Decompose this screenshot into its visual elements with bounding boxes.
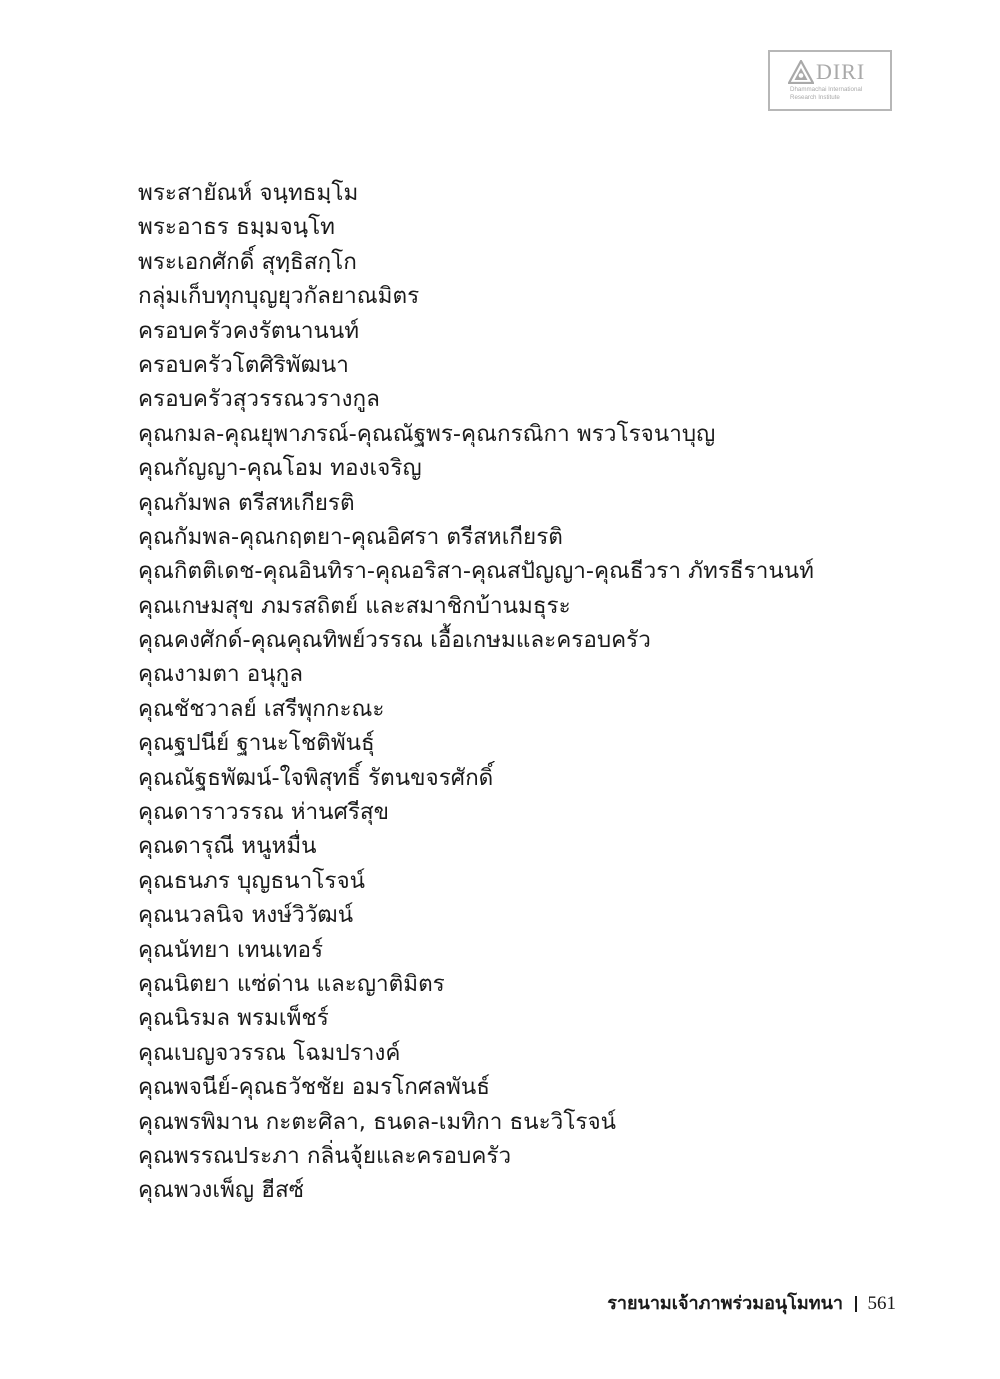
donor-name-item: คุณกิตติเดช-คุณอินทิรา-คุณอริสา-คุณสปัญญา-คุณธีวรา ภัทรธีรานนท์ <box>138 558 814 585</box>
donor-name-item: คุณนวลนิจ หงษ์วิวัฒน์ <box>138 902 354 929</box>
donor-name-item: คุณดารุณี หนูหมื่น <box>138 833 317 860</box>
donor-name-item: ครอบครัวคงรัตนานนท์ <box>138 317 360 344</box>
page-footer <box>607 1292 896 1316</box>
donor-name-item: พระเอกศักดิ์ สุทฺธิสกฺโก <box>138 248 357 275</box>
donor-name-item: พระสายัณห์ จนฺทธมฺโม <box>138 180 359 206</box>
donor-name-item: คุณกมล-คุณยุพาภรณ์-คุณณัฐพร-คุณกรณิกา พรวโรจนาบุญ <box>138 420 716 447</box>
triangle-emblem-icon <box>788 60 814 84</box>
donor-name-list <box>138 176 814 1208</box>
footer-section-title: รายนามเจ้าภาพร่วมอนุโมทนา <box>607 1293 843 1314</box>
donor-name-item: คุณกัญญา-คุณโอม ทองเจริญ <box>138 455 422 482</box>
donor-name-item: คุณฐปนีย์ ฐานะโชติพันธุ์ <box>138 730 375 757</box>
donor-name-item: คุณชัชวาลย์ เสรีพุกกะณะ <box>138 695 385 722</box>
donor-name-item: ครอบครัวโตศิริพัฒนา <box>138 351 349 378</box>
donor-name-item: กลุ่มเก็บทุกบุญยุวกัลยาณมิตร <box>138 283 420 310</box>
footer-separator <box>855 1296 857 1312</box>
logo-subtitle-line-1: Dhammachai International <box>790 86 863 93</box>
donor-name-item: คุณพรพิมาน กะตะศิลา, ธนดล-เมทิกา ธนะวิโรจน์ <box>138 1108 617 1135</box>
logo-subtitle <box>790 86 886 102</box>
diri-logo <box>768 50 892 111</box>
donor-name-item: พระอาธร ธมฺมจนฺโท <box>138 214 335 241</box>
donor-name-item: คุณกัมพล-คุณกฤตยา-คุณอิศรา ตรีสหเกียรติ <box>138 523 563 550</box>
donor-name-item: คุณนิตยา แซ่ด่าน และญาติมิตร <box>138 970 445 997</box>
donor-name-item: คุณงามตา อนุกูล <box>138 661 304 688</box>
donor-name-item: คุณนิรมล พรมเพ็ชร์ <box>138 1005 329 1032</box>
donor-name-item: คุณดาราวรรณ ห่านศรีสุข <box>138 799 390 826</box>
logo-top-row <box>788 60 865 84</box>
donor-name-item: คุณณัฐธพัฒน์-ใจพิสุทธิ์ รัตนขจรศักดิ์ <box>138 764 494 791</box>
page-number: 561 <box>867 1293 896 1314</box>
donor-name-item: ครอบครัวสุวรรณวรางกูล <box>138 386 380 413</box>
donor-name-item: คุณเกษมสุข ภมรสถิตย์ และสมาชิกบ้านมธุระ <box>138 592 571 619</box>
donor-name-item: คุณธนภร บุญธนาโรจน์ <box>138 867 366 894</box>
donor-name-item: คุณนัทยา เทนเทอร์ <box>138 936 324 963</box>
logo-subtitle-line-2: Research Institute <box>790 94 840 101</box>
donor-name-item: คุณพรรณประภา กลิ่นจุ้ยและครอบครัว <box>138 1142 512 1169</box>
donor-name-item: คุณพจนีย์-คุณธวัชชัย อมรโกศลพันธ์ <box>138 1074 490 1101</box>
donor-name-item: คุณเบญจวรรณ โฉมปรางค์ <box>138 1039 401 1066</box>
donor-name-item: คุณพวงเพ็ญ ฮีสซ์ <box>138 1177 304 1204</box>
logo-wordmark: DIRI <box>816 59 866 84</box>
donor-name-item: คุณคงศักด์-คุณคุณทิพย์วรรณ เอื้อเกษมและครอบครัว <box>138 627 651 654</box>
donor-name-item: คุณกัมพล ตรีสหเกียรติ <box>138 489 355 516</box>
